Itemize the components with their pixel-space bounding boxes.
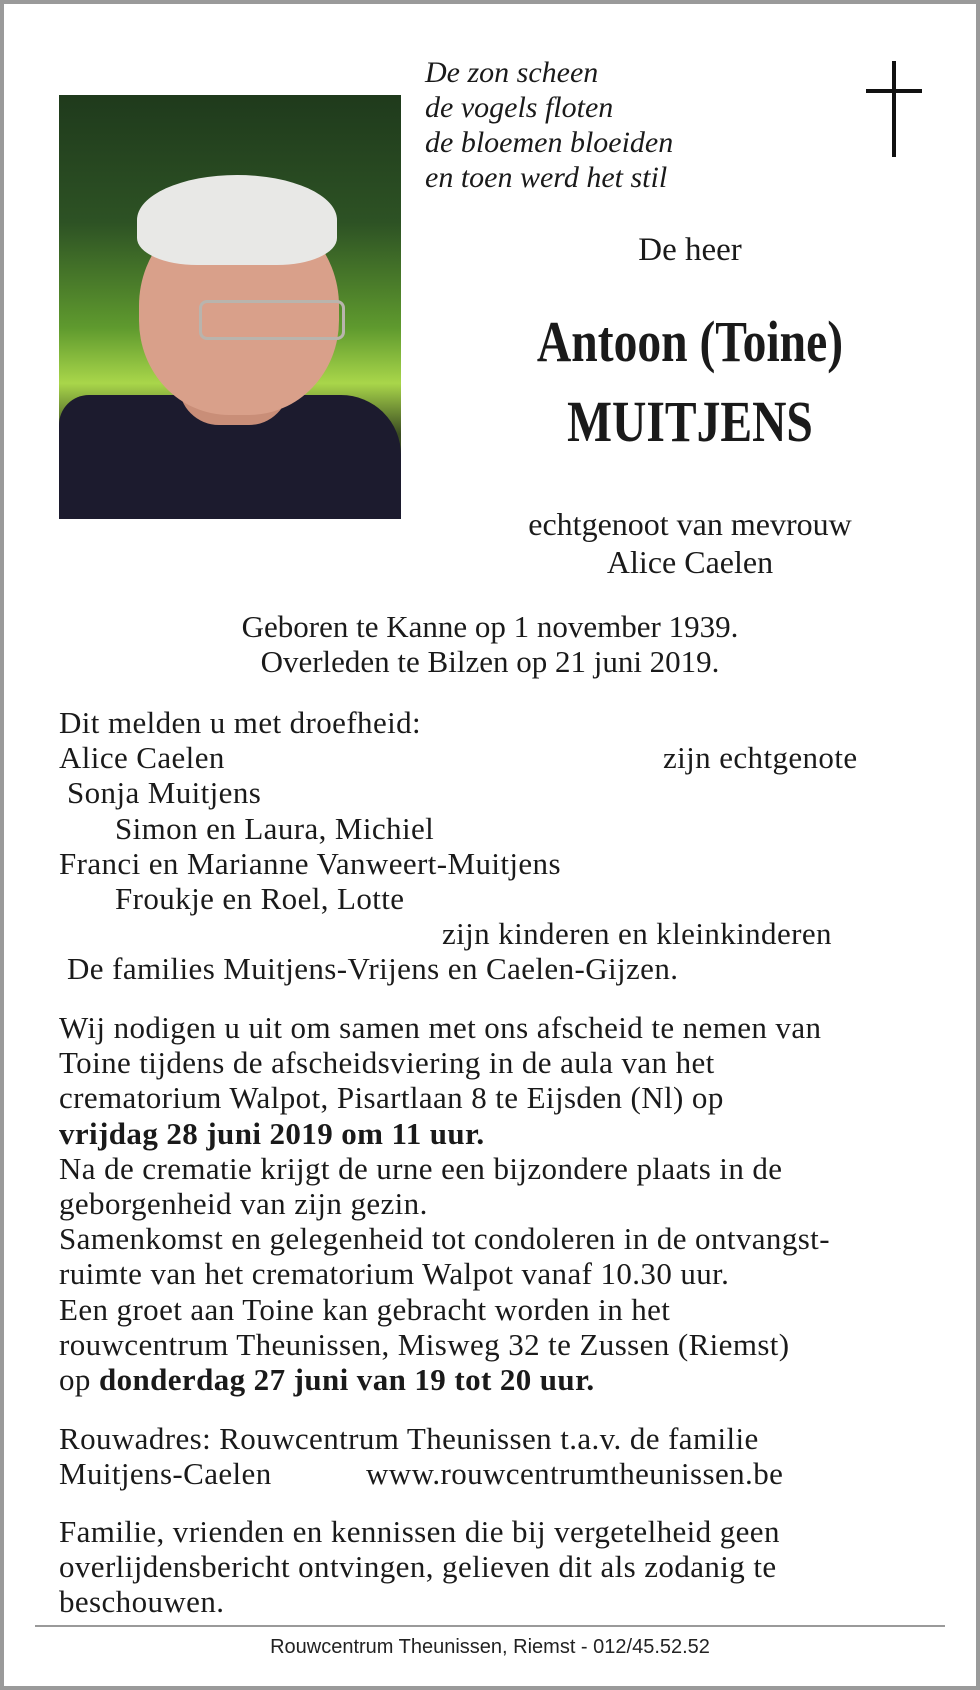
family-list [59,705,858,987]
family-intro: Dit melden u met droefheid: [59,705,422,740]
child: Franci en Marianne Vanweert-Muitjens [59,845,561,881]
spouse-role: zijn echtgenote [663,740,858,776]
visitation-prefix: op [59,1361,99,1397]
cross-icon [866,61,922,157]
family-name: Muitjens-Caelen [59,1456,272,1492]
address-line: Rouwadres: Rouwcentrum Theunissen t.a.v. de familie [59,1421,759,1456]
invitation-line: Een groet aan Toine kan gebracht worden in het [59,1291,671,1327]
invitation-line: crematorium Walpot, Pisartlaan 8 te Eijsden (Nl) op [59,1080,724,1116]
spouse-line: echtgenoot van mevrouw [528,506,852,542]
portrait-photo [59,95,401,519]
note-block [59,1514,780,1620]
grandchildren: Froukje en Roel, Lotte [115,880,405,916]
photo-glasses [199,300,345,340]
note-line: Familie, vrienden en kennissen die bij vergetelheid geen [59,1514,780,1549]
invitation-line: ruimte van het crematorium Walpot vanaf 10.30 uur. [59,1256,730,1292]
note-line: overlijdensbericht ontvingen, gelieven dit als zodanig te [59,1549,777,1585]
visitation-line [59,1362,830,1397]
address-line [59,1456,784,1492]
note-line: beschouwen. [59,1584,225,1620]
divider [35,1625,945,1627]
children-role: zijn kinderen en kleinkinderen [442,916,832,952]
deceased-first-name: Antoon (Toine) [536,309,844,374]
spouse-name: Alice Caelen [606,544,774,580]
poem-line: en toen werd het stil [425,161,668,194]
deceased-last-name: MUITJENS [567,389,813,454]
dates-block [60,609,920,679]
poem [425,55,673,195]
invitation [59,1010,830,1397]
invitation-line: Na de crematie krijgt de urne een bijzondere plaats in de [59,1150,783,1186]
address-block [59,1421,784,1492]
honorific: De heer [638,232,742,268]
poem-line: de vogels floten [425,91,614,124]
invitation-line: geborgenheid van zijn gezin. [59,1185,428,1221]
spouse-block [440,505,940,581]
spouse-name: Alice Caelen [59,740,225,776]
invitation-line: rouwcentrum Theunissen, Misweg 32 te Zussen (Riemst) [59,1326,790,1362]
families: De families Muitjens-Vrijens en Caelen-Gijzen. [67,951,679,987]
death-date: Overleden te Bilzen op 21 juni 2019. [260,644,720,679]
poem-line: de bloemen bloeiden [425,126,674,159]
invitation-line: Samenkomst en gelegenheid tot condoleren in de ontvangst- [59,1221,830,1257]
birth-date: Geboren te Kanne op 1 november 1939. [241,609,739,644]
invitation-line: Wij nodigen u uit om samen met ons afscheid te nemen van [59,1010,822,1045]
ceremony-date: vrijdag 28 juni 2019 om 11 uur. [59,1115,485,1151]
visitation-date: donderdag 27 juni van 19 tot 20 uur. [98,1361,595,1397]
poem-line: De zon scheen [425,56,599,89]
child: Sonja Muitjens [67,775,262,811]
family-spouse [59,740,858,776]
website-link[interactable]: www.rouwcentrumtheunissen.be [366,1456,784,1492]
footer-funeral-home: Rouwcentrum Theunissen, Riemst - 012/45.52.52 [270,1636,710,1658]
invitation-line: Toine tijdens de afscheidsviering in de aula van het [59,1045,715,1081]
grandchildren: Simon en Laura, Michiel [115,810,435,846]
photo-hair [137,175,337,265]
